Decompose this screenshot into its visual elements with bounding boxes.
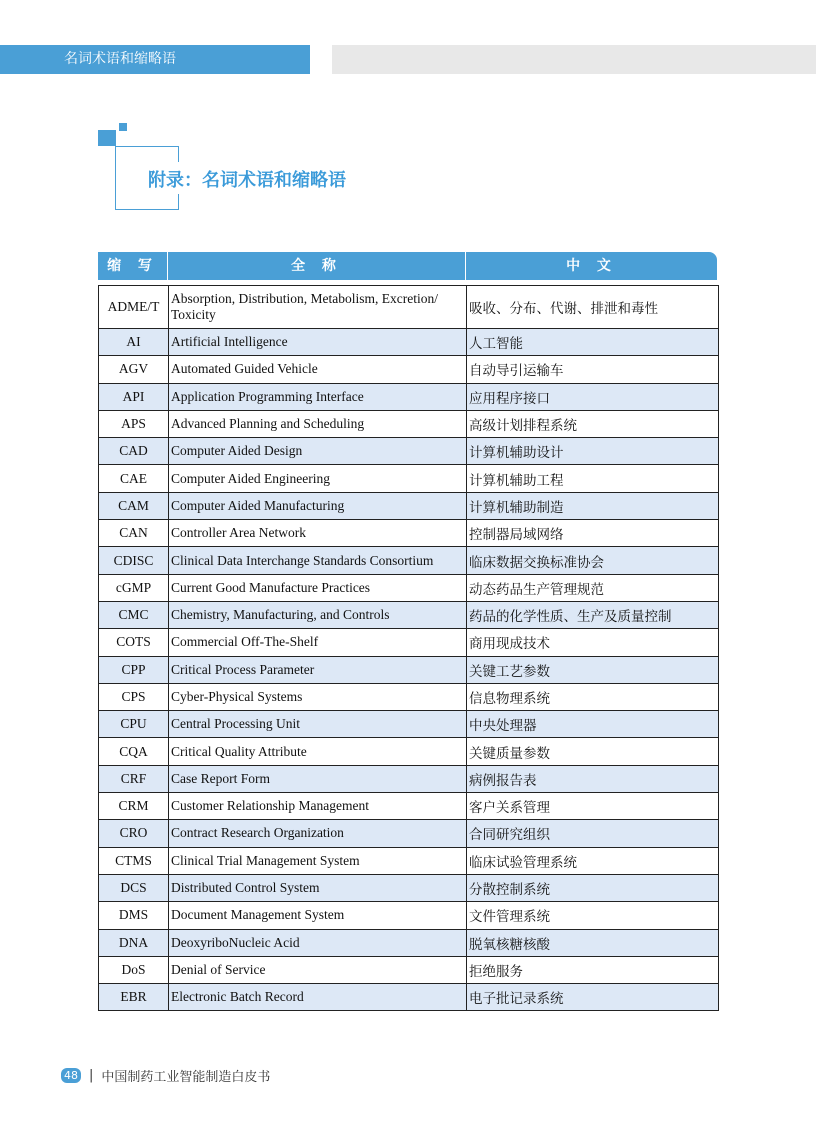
cell-chinese: 计算机辅助制造 (467, 492, 719, 519)
table-row (99, 847, 719, 874)
table-row (99, 738, 719, 765)
cell-abbreviation: EBR (99, 984, 169, 1011)
cell-chinese: 分散控制系统 (467, 874, 719, 901)
cell-abbreviation: COTS (99, 629, 169, 656)
table-row (99, 929, 719, 956)
cell-abbreviation: CPU (99, 711, 169, 738)
table-row (99, 438, 719, 465)
cell-chinese: 脱氧核糖核酸 (467, 929, 719, 956)
cell-chinese: 文件管理系统 (467, 902, 719, 929)
cell-chinese: 药品的化学性质、生产及质量控制 (467, 601, 719, 628)
cell-chinese: 合同研究组织 (467, 820, 719, 847)
decorative-square-small (119, 123, 127, 131)
cell-full-name: Automated Guided Vehicle (169, 356, 467, 383)
cell-chinese: 应用程序接口 (467, 383, 719, 410)
cell-chinese: 计算机辅助设计 (467, 438, 719, 465)
table-row (99, 956, 719, 983)
cell-full-name: Clinical Trial Management System (169, 847, 467, 874)
cell-chinese: 信息物理系统 (467, 683, 719, 710)
cell-chinese: 吸收、分布、代谢、排泄和毒性 (467, 286, 719, 329)
cell-full-name: Computer Aided Design (169, 438, 467, 465)
cell-full-name: Denial of Service (169, 956, 467, 983)
table-row (99, 410, 719, 437)
cell-full-name: Commercial Off-The-Shelf (169, 629, 467, 656)
cell-abbreviation: DCS (99, 874, 169, 901)
cell-abbreviation: CPS (99, 683, 169, 710)
cell-chinese: 中央处理器 (467, 711, 719, 738)
table-row (99, 874, 719, 901)
table-row (99, 629, 719, 656)
table-row (99, 520, 719, 547)
table-row (99, 383, 719, 410)
cell-full-name: Cyber-Physical Systems (169, 683, 467, 710)
title-frame-tick-bottom (178, 194, 179, 210)
decorative-square-large (98, 130, 116, 146)
table-row (99, 711, 719, 738)
book-title: 中国制药工业智能制造白皮书 (101, 1070, 271, 1085)
cell-chinese: 自动导引运输车 (467, 356, 719, 383)
page-number-badge: 48 (61, 1068, 81, 1083)
cell-full-name: Critical Quality Attribute (169, 738, 467, 765)
cell-chinese: 控制器局域网络 (467, 520, 719, 547)
cell-full-name: Application Programming Interface (169, 383, 467, 410)
cell-abbreviation: API (99, 383, 169, 410)
table-row (99, 902, 719, 929)
cell-abbreviation: AI (99, 329, 169, 356)
cell-abbreviation: AGV (99, 356, 169, 383)
cell-full-name: Critical Process Parameter (169, 656, 467, 683)
table-row (99, 683, 719, 710)
cell-full-name: DeoxyriboNucleic Acid (169, 929, 467, 956)
cell-abbreviation: CPP (99, 656, 169, 683)
cell-chinese: 病例报告表 (467, 765, 719, 792)
cell-full-name: Absorption, Distribution, Metabolism, Excretion/ Toxicity (169, 286, 467, 329)
table-row (99, 984, 719, 1011)
cell-chinese: 临床试验管理系统 (467, 847, 719, 874)
section-header-bar (0, 45, 310, 74)
cell-chinese: 商用现成技术 (467, 629, 719, 656)
table-row (99, 601, 719, 628)
cell-full-name: Current Good Manufacture Practices (169, 574, 467, 601)
cell-chinese: 人工智能 (467, 329, 719, 356)
header-abbreviation: 缩 写 (98, 252, 168, 280)
cell-chinese: 关键工艺参数 (467, 656, 719, 683)
table-row (99, 329, 719, 356)
section-header-label: 名词术语和缩略语 (64, 51, 176, 67)
cell-abbreviation: CMC (99, 601, 169, 628)
glossary-table (98, 285, 719, 1011)
table-row (99, 356, 719, 383)
table-row (99, 465, 719, 492)
cell-full-name: Customer Relationship Management (169, 793, 467, 820)
cell-chinese: 高级计划排程系统 (467, 410, 719, 437)
cell-full-name: Advanced Planning and Scheduling (169, 410, 467, 437)
header-gray-band (332, 45, 816, 74)
footer-separator: | (89, 1068, 94, 1083)
cell-chinese: 客户关系管理 (467, 793, 719, 820)
table-row (99, 656, 719, 683)
cell-full-name: Clinical Data Interchange Standards Consortium (169, 547, 467, 574)
cell-abbreviation: CRM (99, 793, 169, 820)
cell-abbreviation: DNA (99, 929, 169, 956)
cell-chinese: 关键质量参数 (467, 738, 719, 765)
cell-full-name: Computer Aided Manufacturing (169, 492, 467, 519)
cell-full-name: Electronic Batch Record (169, 984, 467, 1011)
table-row (99, 820, 719, 847)
table-row (99, 793, 719, 820)
cell-full-name: Central Processing Unit (169, 711, 467, 738)
cell-abbreviation: APS (99, 410, 169, 437)
cell-abbreviation: CAE (99, 465, 169, 492)
cell-abbreviation: CAM (99, 492, 169, 519)
page-footer (61, 1066, 270, 1085)
cell-abbreviation: ADME/T (99, 286, 169, 329)
cell-full-name: Artificial Intelligence (169, 329, 467, 356)
cell-full-name: Computer Aided Engineering (169, 465, 467, 492)
cell-chinese: 计算机辅助工程 (467, 465, 719, 492)
cell-chinese: 临床数据交换标准协会 (467, 547, 719, 574)
cell-abbreviation: DoS (99, 956, 169, 983)
table-row (99, 547, 719, 574)
table-row (99, 574, 719, 601)
page-title: 附录：名词术语和缩略语 (148, 170, 346, 191)
cell-chinese: 电子批记录系统 (467, 984, 719, 1011)
table-row (99, 286, 719, 329)
cell-abbreviation: CAD (99, 438, 169, 465)
cell-abbreviation: CRF (99, 765, 169, 792)
cell-abbreviation: CTMS (99, 847, 169, 874)
cell-chinese: 拒绝服务 (467, 956, 719, 983)
cell-abbreviation: CDISC (99, 547, 169, 574)
header-full-name: 全 称 (168, 252, 466, 280)
cell-full-name: Controller Area Network (169, 520, 467, 547)
cell-abbreviation: CAN (99, 520, 169, 547)
cell-full-name: Case Report Form (169, 765, 467, 792)
cell-full-name: Document Management System (169, 902, 467, 929)
cell-abbreviation: cGMP (99, 574, 169, 601)
cell-full-name: Distributed Control System (169, 874, 467, 901)
cell-chinese: 动态药品生产管理规范 (467, 574, 719, 601)
cell-abbreviation: CQA (99, 738, 169, 765)
table-row (99, 492, 719, 519)
table-header (98, 252, 717, 280)
header-chinese: 中 文 (566, 258, 617, 274)
cell-full-name: Contract Research Organization (169, 820, 467, 847)
cell-abbreviation: CRO (99, 820, 169, 847)
title-frame-tick-top (178, 146, 179, 162)
cell-full-name: Chemistry, Manufacturing, and Controls (169, 601, 467, 628)
cell-abbreviation: DMS (99, 902, 169, 929)
table-row (99, 765, 719, 792)
